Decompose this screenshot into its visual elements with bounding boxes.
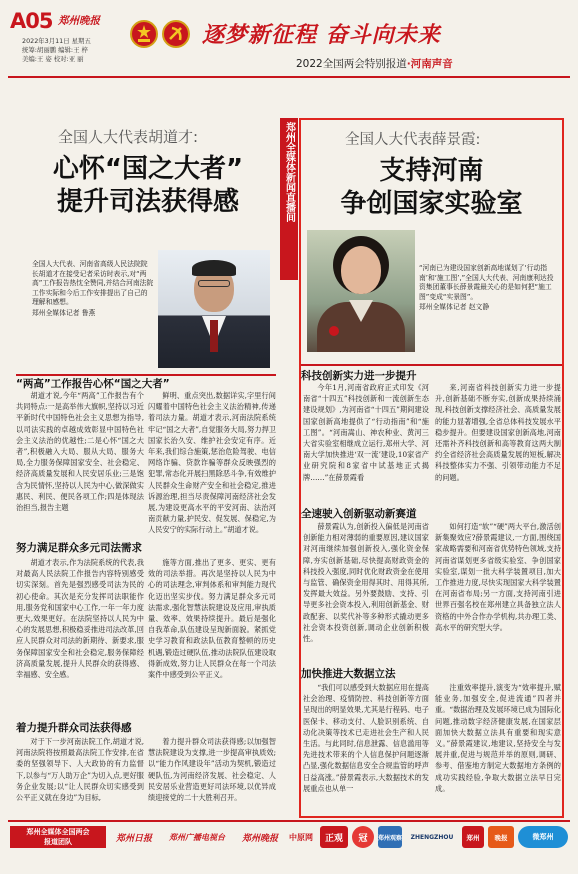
logo-zhengzhou-en[interactable]: ZHENGZHOU: [410, 833, 454, 841]
logo-guan[interactable]: 冠: [352, 826, 374, 848]
masthead: [0, 0, 578, 78]
right-sec1-col2: 来,河南省科技创新实力进一步提升,创新基础不断夯实,创新成果持续涌现,科技创新支撑经济社会、高质量发展的能力显著增强,全省总体科技发展水平稳步提升。但要建设国家创新高地,河南还需补齐科技创新和高等教育这两大制约全省经济社会高质量发展的短板,解决科技整体实力不强、引领带动能力不足的问题。: [435, 383, 561, 482]
logo-zhengguan[interactable]: 正观: [320, 826, 348, 848]
logo-zhongyuan-net[interactable]: 中原网: [289, 832, 313, 842]
vertical-tag-line1: 郑州全媒体新闻: [283, 122, 295, 192]
right-headline-1: 支持河南: [379, 156, 484, 186]
page-number: A05: [10, 9, 53, 33]
right-sec3-col1: “我们可以感受到大数据应用在提高社会治理、疫情防控、科技创新等方面呈现出的明显效果,尤其是行程码、电子医保卡、移动支付、人脸识别系统、自动化决策等技术已走进社会生产和人民生活。与此同时,信息泄露、信息滥用等先进技术带来的个人信息保护问题逐渐凸显,强化数据信息安全合规监管的呼声日益高涨。”薛景霞表示,大数据技术的发展重点也从单一: [303, 683, 429, 793]
right-sec3-col2: 注重效率提升,演变为“效率提升,赋能业务,加强安全,促进流通”四者并重。“数据治理及发展环境已成为国际化问题,推动数字经济健康发展,在国家层面加快大数据立法具有重要和现实意义。”薛景霞建议,地建议,坚持安全与发展并重,促进与规范并举的原则,调研、参考、借鉴地方制定大数据地方条例的成功实践经验,争取大数据立法早日完成。: [435, 683, 561, 793]
logo-zhengzhou-guancha[interactable]: 郑州观察: [378, 826, 402, 848]
right-headline-2: 争创国家实验室: [340, 189, 523, 219]
right-sec1-bar: [301, 364, 562, 366]
date-line: 2022年3月11日 星期五: [22, 37, 91, 45]
portrait-badge: [329, 326, 339, 336]
special-suffix: ·河南声音: [406, 58, 453, 70]
footer-rule: [8, 820, 570, 822]
left-sec1-col2: 鲜明、重点突出,数据详实,字里行间闪耀着中国特色社会主义法治精神,传递着司法力量。胡道才表示,河南法院系统牢记“国之大者”,自觉服务大局,努力捍卫国家长治久安、维护社会安定有序。近年来,我们综合施策,惩治危险驾驶、电信网络诈骗、贷款诈骗等群众反映强烈的犯罪,常态化开展扫黑除恶斗争,有效维护人民群众生命财产安全和社会稳定,推进诉源治理,担当尽责保障河南经济社会发展,为建设更高水平的平安河南、法治河南贡献力量,护民安、促发展、保稳定,为人民安宁的实际行动上。”胡道才说。: [148, 391, 276, 535]
right-kicker: 全国人大代表薛景霞:: [345, 132, 481, 148]
portrait-tie: [210, 320, 218, 352]
left-kicker: 全国人大代表胡道才:: [58, 128, 199, 146]
slogan: 逐梦新征程 奋斗向未来: [202, 23, 441, 48]
right-sec2-title: 全速驶入创新驱动新赛道: [301, 508, 417, 520]
editor-line: 统筹:胡丽鹏 编辑:王 梓: [22, 46, 88, 54]
left-sec3-col1: 对于下一步河南法院工作,胡道才说,河南法院将按照最高法院工作安排,在省委的坚强领导下、人大政协的有力监督下,以参与“万人助万企”为切入点,更好服务企业发展;以“让人民群众切实感受到公平正义就在身边”为目标,: [16, 737, 144, 803]
special-label: 2022全国两会特别报道: [296, 58, 407, 70]
footer-team-line1: 郑州全媒体全国两会: [26, 828, 90, 836]
right-sec2-col1: 薛景霞认为,创新投入偏低是河南省创新能力相对薄弱的重要原因,建议国家对河南继续加强创新投入,强化资金保障,夯实创新基础,尽快提高财政资金的科技投入强度,同时优化财政资金在使用与监管、确保资金用得其时、用得其所,发挥最大效益。另外要鼓励、支持、引导更多社会资本投入,利用创新基金、财政配套、以奖代补等多种形式撬动更多社会资本投资创新,调动企业创新积极性。: [303, 522, 429, 644]
footer-team-line2: 报道团队: [44, 838, 72, 846]
right-quote-box: [419, 264, 559, 313]
vertical-tag-line2: 直播间: [283, 192, 295, 222]
proof-line: 美编:王 姿 校对:亚 丽: [22, 55, 84, 63]
left-intro-text: 全国人大代表、河南省高级人民法院院长胡道才在接受记者采访时表示,对“两高”工作报告热忱全赞同,并结合河南法院工作实际和今后工作安排提出了自己的理解和感想。: [32, 260, 154, 307]
left-headline-2: 提升司法获得感: [56, 187, 239, 217]
left-sec2-col1: 胡道才表示,作为法院系统的代表,我对最高人民法院工作报告内容特别感受切实深刻。首先是强烈感受司法为民的初心使命。其次是充分发挥司法职能作用,服务党和国家中心工作,一年一年力度更大,效果更好。在法院坚持以人民为中心的发展思想,积极稳妥推进司法改革,回应人民群众对司法的新期待、新要求,服务保障国家安全和社会稳定,服务保障经济高质量发展,提升人民群众的获得感、幸福感、安全感。: [16, 558, 144, 680]
left-portrait: [158, 250, 270, 368]
right-sec1-col1: 今年1月,河南省政府正式印发《河南省“十四五”科技创新和一流创新生态建设规划》,为河南省“十四五”期间建设国家创新高地提供了“行动指南”和“施工图”。“河南嵩山、神农种业、黄河三大省实验室相继成立运行,郑州大学、河南大学加快推进‘双一流’建设,10家省产业研究院和8家省中试基地正式揭牌……”在薛景霞看: [303, 383, 429, 482]
left-sec3-col2: 着力提升群众司法获得感;以加强智慧法院建设为支撑,进一步提高审执质效;以“能力作风建设年”活动为契机,锻造过硬队伍,为河南经济发展、社会稳定、人民安居乐业营造更好司法环境,以优异成绩迎接党的二十大胜利召开。: [148, 737, 276, 803]
left-sec1-col1: 胡道才说,今年“两高”工作报告有个共同特点:一是高举伟大旗帜,坚持以习近平新时代中国特色社会主义思想为指导,以司法实践的卓越成效彰显中国特色社会主义法治的优越性;二是心怀“国之大者”,积极融入大局、服从大局、服务大局,全力服务保障国家安全、社会稳定、经济高质量发展和人民安居乐业;三是饱含为民情怀,坚持以人民为中心,做深做实惠民、利民、便民各项工作;四是体现法治担当,报告主题: [16, 391, 144, 513]
logo-wei-zhengzhou[interactable]: 微郑州: [518, 826, 568, 848]
left-sec2-title: 努力满足群众多元司法需求: [16, 542, 142, 554]
header-rule: [8, 76, 570, 78]
portrait-glasses: [198, 280, 230, 287]
logo-evening-app[interactable]: 晚报: [488, 826, 514, 848]
logo-zhengzhou-daily[interactable]: 郑州日报: [115, 833, 152, 844]
left-sec1-title: “两高”工作报告心怀“国之大者”: [16, 378, 170, 390]
left-sec2-col2: 施等方面,推出了更多、更实、更有效的司法举措。再次是坚持以人民为中心的司法理念,审判体系和审判能力现代化迈出坚实步伐。努力满足群众多元司法需求,强化智慧法院建设及应用,审执质量、效率、效果持续提升。最后是强化自我革命,队伍建设呈现新面貌。紧抓党史学习教育和政法队伍教育整顿的历史机遇,锻造过硬队伍,推动法院队伍建设取得新成效,努力让人民群众在每一个司法案件中感受到公平正义。: [148, 558, 276, 680]
logo-zhengzhou-app[interactable]: 郑州: [462, 826, 484, 848]
right-byline: 郑州全媒体记者 赵文静: [419, 303, 490, 312]
paper-name: 郑州晚报: [58, 15, 100, 27]
party-emblem-icon: [162, 20, 190, 48]
left-byline: 郑州全媒体记者 鲁燕: [32, 308, 96, 317]
left-article: [0, 80, 280, 820]
special-report: [296, 56, 453, 71]
vertical-tag: [280, 118, 298, 280]
portrait-face: [341, 246, 381, 294]
logo-zhengzhou-evening[interactable]: 郑州晚报: [241, 833, 278, 844]
emblem-icon: [130, 20, 158, 48]
right-sec3-title: 加快推进大数据立法: [301, 668, 396, 680]
logo-zhengzhou-tv[interactable]: 郑州广播电视台: [169, 832, 225, 842]
right-sec2-col2: 如何打造“软”“硬”两大平台,激活创新集聚效应?薛景霞建议,一方面,围绕国家战略需要和河南省优势特色领域,支持河南省谋划更多省级实验室、争创国家实验室,谋划一批大科学装置项目,加大工作推进力度,尽快实现国家大科学装置在河南省布局;另一方面,支持河南引进世界百强名校在郑州建立具备独立法人资格的中外合作办学机构,共办理工类、高水平的研究型大学。: [435, 522, 561, 632]
right-article: [299, 118, 564, 818]
footer-team: [10, 826, 106, 848]
right-quote: “河南已为建设国家创新高地谋划了‘行动指南’和‘施工图’,”全国人大代表、河南康利达投资集团董事长薛景霞最关心的是如何把“施工图”变成“实景图”。: [419, 264, 554, 301]
portrait-hair: [192, 260, 236, 276]
left-intro: [32, 260, 154, 319]
left-sec3-title: 着力提升群众司法获得感: [16, 722, 132, 734]
left-headline-1: 心怀“国之大者”: [52, 154, 244, 184]
right-sec1-title: 科技创新实力进一步提升: [301, 370, 417, 382]
right-portrait: [307, 230, 415, 352]
